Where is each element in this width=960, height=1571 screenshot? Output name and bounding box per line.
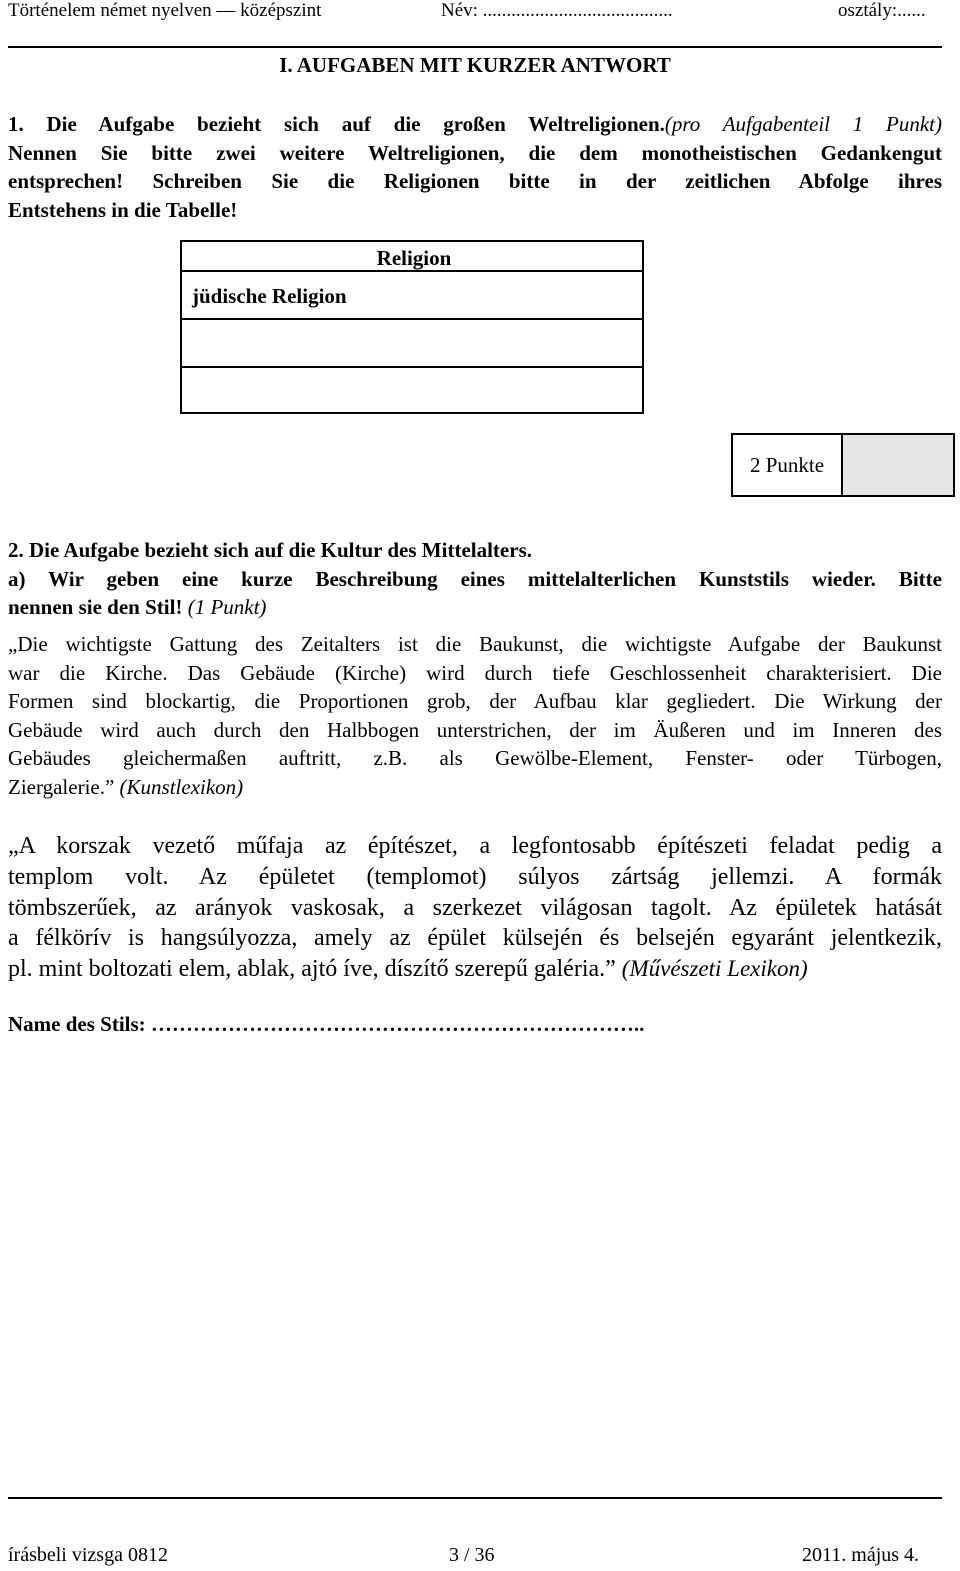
task2-line: a) Wir geben eine kurze Beschreibung eines mittelalterlichen Kunststils wieder. Bitte [8, 566, 942, 591]
religion-answer-3[interactable] [182, 368, 642, 412]
header-rule [8, 46, 942, 48]
quote-line: Formen sind blockartig, die Proportionen grob, der Aufbau klar gegliedert. Die Wirkung der [8, 689, 942, 714]
score-box [731, 433, 955, 497]
style-name-answer-field[interactable] [185, 1010, 905, 1038]
footer-rule [8, 1497, 942, 1499]
task1-line: Nennen Sie bitte zwei weitere Weltreligionen, die dem monotheistischen Gedankengut [8, 140, 942, 165]
task2-question: nennen sie den Stil! [8, 595, 188, 620]
task1-line: Entstehens in die Tabelle! [8, 198, 238, 223]
hungarian-source: (Művészeti Lexikon) [621, 956, 808, 982]
task1-line: entsprechen! Schreiben Sie die Religionen bitte in der zeitlichen Abfolge ihres [8, 169, 942, 194]
religion-table-header: Religion [376, 246, 452, 270]
task2-instruction [8, 536, 942, 622]
task2-points: (1 Punkt) [187, 595, 267, 620]
style-name-label: Name des Stils: …………………………………………………………….. [8, 1012, 645, 1036]
quote-line: Gebäude wird auch durch den Halbbogen unterstrichen, der im Äußeren und im Inneren des [8, 717, 942, 742]
score-label: 2 Punkte [733, 435, 843, 495]
quote-end: pl. mint boltozati elem, ablak, ajtó íve, díszítő szerepű galéria.” [8, 956, 616, 983]
religion-table [180, 240, 644, 414]
task1-points: (pro Aufgabenteil 1 Punkt) [664, 112, 942, 136]
header-name-field: Név: ........................................ [441, 0, 673, 21]
quote-line: tömbszerűek, az arányok vaskosak, a szerkezet világosan tagolt. Az épületek hatását [8, 894, 942, 921]
quote-line: war die Kirche. Das Gebäude (Kirche) wird durch tiefe Geschlossenheit charakterisiert. Die [8, 660, 942, 685]
header-subject: Történelem német nyelven — középszint [8, 0, 322, 21]
quote-line [8, 773, 942, 802]
quote-line: Gebäudes gleichermaßen auftritt, z.B. als Gewölbe-Element, Fenster- oder Türbogen, [8, 746, 942, 771]
task1-line [8, 110, 942, 139]
footer-exam-code: írásbeli vizsga 0812 [8, 1544, 168, 1566]
task2-line [8, 593, 942, 622]
footer-page-number: 3 / 36 [449, 1544, 495, 1566]
religion-answer-2[interactable] [182, 320, 642, 366]
quote-end: Ziergalerie.” [8, 774, 115, 799]
quote-line: a félkörív is hangsúlyozza, amely az épület külsején és belsején egyaránt jelentkezik, [8, 925, 942, 952]
religion-entry-1: jüdische Religion [192, 284, 347, 308]
task1-instruction [8, 110, 942, 225]
quote-line: „Die wichtigste Gattung des Zeitalters ist die Baukunst, die wichtigste Aufgabe der Baukunst [8, 632, 942, 656]
hungarian-quote [8, 831, 942, 985]
quote-line [8, 954, 942, 985]
task1-title: 1. Die Aufgabe bezieht sich auf die großen Weltreligionen. [8, 112, 665, 136]
german-quote [8, 630, 942, 802]
footer-date: 2011. május 4. [802, 1544, 920, 1566]
table-row-divider [182, 270, 642, 272]
quote-line: templom volt. Az épületet (templomot) súlyos zártság jellemzi. A formák [8, 863, 942, 890]
score-entry-field[interactable] [843, 435, 953, 495]
task2-title: 2. Die Aufgabe bezieht sich auf die Kultur des Mittelalters. [8, 538, 532, 562]
quote-line: „A korszak vezető műfaja az építészet, a legfontosabb építészeti feladat pedig a [8, 833, 942, 859]
header-class-field: osztály:...... [838, 0, 926, 21]
german-source: (Kunstlexikon) [119, 774, 244, 799]
section-title: I. AUFGABEN MIT KURZER ANTWORT [279, 53, 671, 77]
